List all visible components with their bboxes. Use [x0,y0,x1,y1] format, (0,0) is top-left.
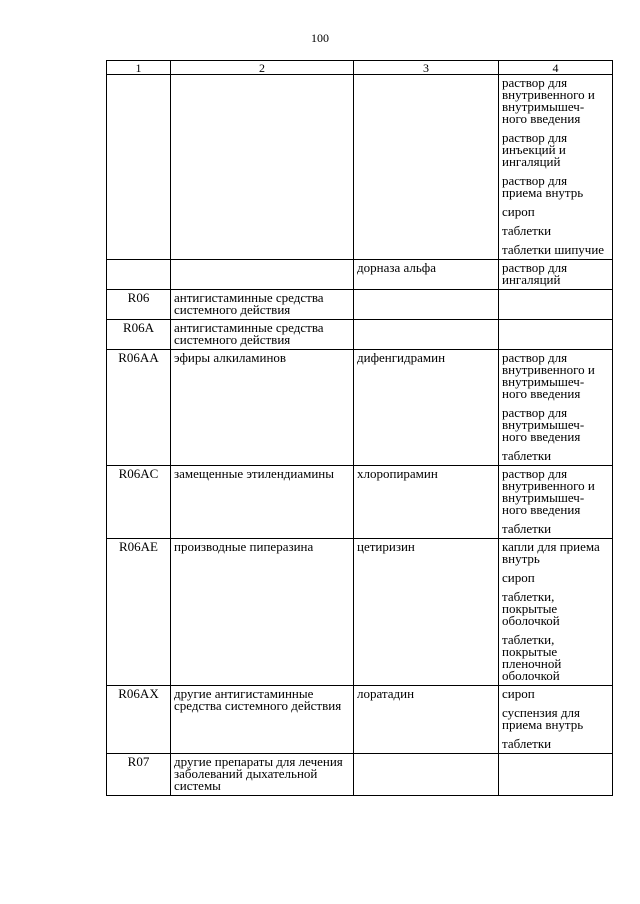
dosage-forms-cell [499,75,613,260]
table-row [107,260,613,290]
group-name-cell: производные пиперазина [171,539,354,686]
drug-name-cell: дифенгидрамин [354,350,499,466]
dosage-form-item: раствор для ингаляций [502,260,568,287]
atc-code-cell: R06AC [107,466,171,539]
dosage-forms-cell [499,290,613,320]
dosage-forms-cell [499,466,613,539]
table-row [107,539,613,686]
atc-code-cell: R07 [107,754,171,796]
group-name-cell: антигистаминные средства системного действия [171,320,354,350]
dosage-form-item: суспензия для приема внутрь [502,705,584,732]
group-name-cell: другие антигистаминные средства системного действия [171,686,354,754]
dosage-forms-cell [499,260,613,290]
drug-name-cell: лоратадин [354,686,499,754]
page-number: 100 [311,31,329,45]
table-body [107,75,613,796]
atc-code-cell: R06AE [107,539,171,686]
dosage-form-item: капли для приема внутрь [502,539,600,566]
drug-name-cell: дорназа альфа [354,260,499,290]
group-name-cell: антигистаминные средства системного действия [171,290,354,320]
dosage-forms-cell [499,539,613,686]
dosage-form-item: раствор для внутривенного и внутримышеч-ного введения [502,466,595,517]
dosage-form-item: сироп [502,204,535,219]
atc-code-cell [107,260,171,290]
dosage-form-item: таблетки [502,736,552,751]
group-name-cell: замещенные этилендиамины [171,466,354,539]
header-cell: 2 [171,61,354,75]
atc-code-cell [107,75,171,260]
atc-code-cell: R06AX [107,686,171,754]
dosage-form-item: раствор для внутримышеч-ного введения [502,405,585,444]
dosage-form-item: раствор для инъекций и ингаляций [502,130,568,169]
group-name-cell [171,75,354,260]
dosage-forms-cell [499,350,613,466]
header-cell: 3 [354,61,499,75]
atc-code-cell: R06A [107,320,171,350]
table-row [107,320,613,350]
table-row [107,290,613,320]
table-row [107,754,613,796]
dosage-form-item: сироп [502,686,535,701]
dosage-form-item: таблетки шипучие [502,242,605,257]
dosage-forms-cell [499,320,613,350]
table-row [107,686,613,754]
header-row [107,61,613,75]
drug-name-cell [354,754,499,796]
drug-name-cell: хлоропирамин [354,466,499,539]
dosage-forms-cell [499,754,613,796]
drug-name-cell: цетиризин [354,539,499,686]
dosage-form-item: таблетки [502,223,552,238]
table-row [107,350,613,466]
drug-name-cell [354,320,499,350]
table-row [107,75,613,260]
dosage-form-item: сироп [502,570,535,585]
table-row [107,466,613,539]
dosage-form-item: раствор для внутривенного и внутримышеч-ного введения [502,350,595,401]
dosage-form-item: таблетки, покрытые пленочной оболочкой [502,632,562,683]
group-name-cell [171,260,354,290]
dosage-form-item: таблетки, покрытые оболочкой [502,589,560,628]
dosage-form-item: таблетки [502,521,552,536]
group-name-cell: эфиры алкиламинов [171,350,354,466]
dosage-form-item: раствор для внутривенного и внутримышеч-ного введения [502,75,595,126]
atc-code-cell: R06 [107,290,171,320]
header-cell: 1 [107,61,171,75]
drug-name-cell [354,75,499,260]
atc-code-cell: R06AA [107,350,171,466]
header-cell: 4 [499,61,613,75]
dosage-form-item: раствор для приема внутрь [502,173,584,200]
drug-name-cell [354,290,499,320]
dosage-form-item: таблетки [502,448,552,463]
drug-table [106,60,613,796]
group-name-cell: другие препараты для лечения заболеваний дыхательной системы [171,754,354,796]
dosage-forms-cell [499,686,613,754]
